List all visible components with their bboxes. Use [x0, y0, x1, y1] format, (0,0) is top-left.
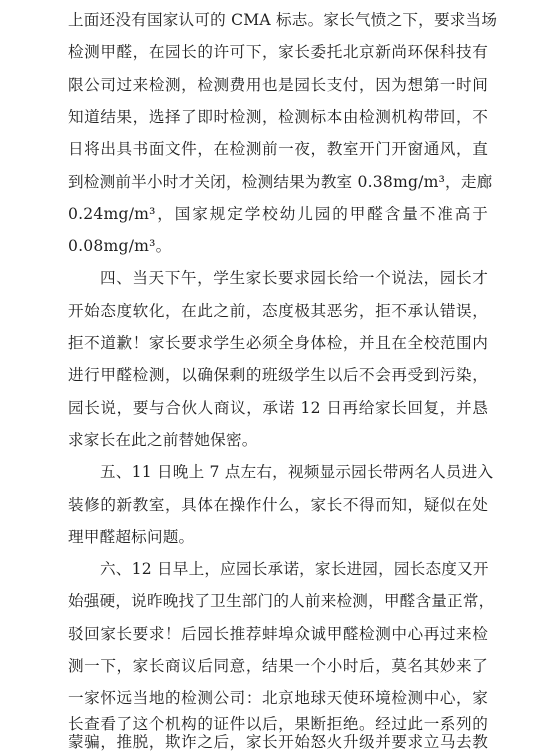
text-line: 上面还没有国家认可的 CMA 标志。家长气愤之下，要求当场	[68, 11, 498, 29]
text-line: 拒不道歉！家长要求学生必须全身体检，并且在全校范围内	[68, 334, 488, 352]
text-line: 园长说，要与合伙人商议，承诺 12 日再给家长回复，并恳	[68, 399, 488, 417]
text-line: 长查看了这个机构的证件以后，果断拒绝。经过此一系列的	[68, 715, 488, 733]
text-line: 测一下，家长商议后同意，结果一个小时后，莫名其妙来了	[68, 657, 488, 675]
paragraph-start-line: 五、11 日晚上 7 点左右，视频显示园长带两名人员进入	[100, 463, 494, 481]
text-line: 0.08mg/m³。	[68, 237, 172, 255]
text-line: 始强硬，说昨晚找了卫生部门的人前来检测，甲醛含量正常，	[68, 592, 495, 610]
paragraph-start-line: 四、当天下午，学生家长要求园长给一个说法，园长才	[100, 269, 488, 287]
text-line: 0.24mg/m³，国家规定学校幼儿园的甲醛含量不准高于	[68, 205, 488, 223]
text-line: 检测甲醛，在园长的许可下，家长委托北京新尚环保科技有	[68, 43, 488, 61]
text-line: 日将出具书面文件，在检测前一夜，教室开门开窗通风，直	[68, 140, 488, 158]
text-line: 知道结果，选择了即时检测，检测标本由检测机构带回，不	[68, 108, 488, 126]
text-line: 到检测前半小时才关闭，检测结果为教室 0.38mg/m³，走廊	[68, 173, 493, 191]
text-line: 驳回家长要求！后园长推荐蚌埠众诚甲醛检测中心再过来检	[68, 625, 488, 643]
text-line: 一家怀远当地的检测公司：北京地球天使环境检测中心，家	[68, 689, 488, 707]
text-line: 求家长在此之前替她保密。	[68, 431, 258, 449]
text-line: 装修的新教室，具体在操作什么，家长不得而知，疑似在处	[68, 496, 488, 514]
text-line: 蒙骗，推脱，欺诈之后，家长开始怒火升级并要求立马去教	[68, 733, 488, 751]
text-line: 理甲醛超标问题。	[68, 528, 195, 546]
text-line: 开始态度软化，在此之前，态度极其恶劣，拒不承认错误，	[68, 302, 488, 320]
text-line: 进行甲醛检测，以确保剩的班级学生以后不会再受到污染，	[68, 366, 488, 384]
paragraph-start-line: 六、12 日早上，应园长承诺，家长进园，园长态度又开	[100, 560, 489, 578]
text-line: 限公司过来检测，检测费用也是园长支付，因为想第一时间	[68, 76, 488, 94]
